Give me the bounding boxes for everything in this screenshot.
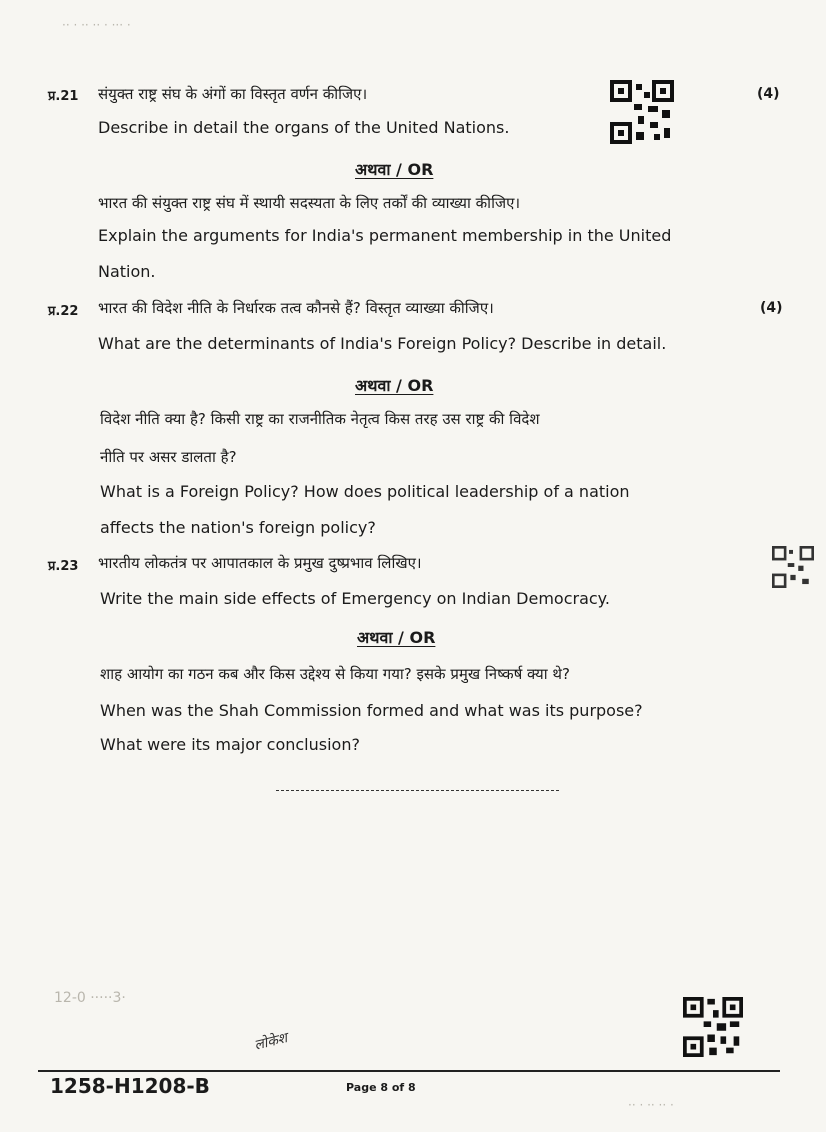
or-label-21: अथवा / OR <box>355 160 434 179</box>
footer-rule <box>38 1070 780 1072</box>
question-23-alt-english-line1: When was the Shah Commission formed and what was its purpose? <box>100 701 643 720</box>
question-21-hindi: संयुक्त राष्ट्र संघ के अंगों का विस्तृत वर्णन कीजिए। <box>98 85 368 103</box>
question-22-english: What are the determinants of India's Foreign Policy? Describe in detail. <box>98 334 667 353</box>
question-21-english: Describe in detail the organs of the United Nations. <box>98 118 510 137</box>
question-22-marks: (4) <box>760 300 783 316</box>
question-22-alt-english-line2: affects the nation's foreign policy? <box>100 518 376 537</box>
qr-code-icon <box>772 546 814 588</box>
question-23-alt-hindi: शाह आयोग का गठन कब और किस उद्देश्य से किया गया? इसके प्रमुख निष्कर्ष क्या थे? <box>100 665 570 683</box>
question-22-hindi: भारत की विदेश नीति के निर्धारक तत्व कौनसे हैं? विस्तृत व्याख्या कीजिए। <box>98 299 494 317</box>
footer-faint-right: ·· · ·· ·· · <box>628 1098 674 1112</box>
question-22-alt-hindi-line2: नीति पर असर डालता है? <box>100 448 237 466</box>
qr-code-icon <box>683 996 743 1058</box>
or-label-22: अथवा / OR <box>355 376 434 395</box>
question-21-alt-english-line2: Nation. <box>98 262 156 281</box>
question-number-23: प्र.23 <box>48 559 79 574</box>
end-of-paper-rule <box>276 790 559 791</box>
header-faint-text: ·· · ·· ·· · ··· · <box>62 18 131 32</box>
page-number: Page 8 of 8 <box>346 1081 416 1094</box>
question-22-alt-english-line1: What is a Foreign Policy? How does political leadership of a nation <box>100 482 630 501</box>
question-23-alt-english-line2: What were its major conclusion? <box>100 735 360 754</box>
question-21-marks: (4) <box>757 86 780 102</box>
handwritten-signature: लोकेश <box>252 1030 289 1054</box>
qr-code-icon <box>610 80 674 144</box>
question-21-alt-english-line1: Explain the arguments for India's permanent membership in the United <box>98 226 672 245</box>
paper-code: 1258-H1208-B <box>50 1074 210 1098</box>
question-23-hindi: भारतीय लोकतंत्र पर आपातकाल के प्रमुख दुष्प्रभाव लिखिए। <box>98 554 422 572</box>
or-label-23: अथवा / OR <box>357 628 436 647</box>
question-number-21: प्र.21 <box>48 89 79 104</box>
footer-faint-left: 12-0 ·····3· <box>54 990 126 1006</box>
question-23-english: Write the main side effects of Emergency on Indian Democracy. <box>100 589 610 608</box>
question-number-22: प्र.22 <box>48 304 79 319</box>
question-22-alt-hindi-line1: विदेश नीति क्या है? किसी राष्ट्र का राजनीतिक नेतृत्व किस तरह उस राष्ट्र की विदेश <box>100 410 540 428</box>
question-21-alt-hindi: भारत की संयुक्त राष्ट्र संघ में स्थायी सदस्यता के लिए तर्कों की व्याख्या कीजिए। <box>98 194 521 212</box>
